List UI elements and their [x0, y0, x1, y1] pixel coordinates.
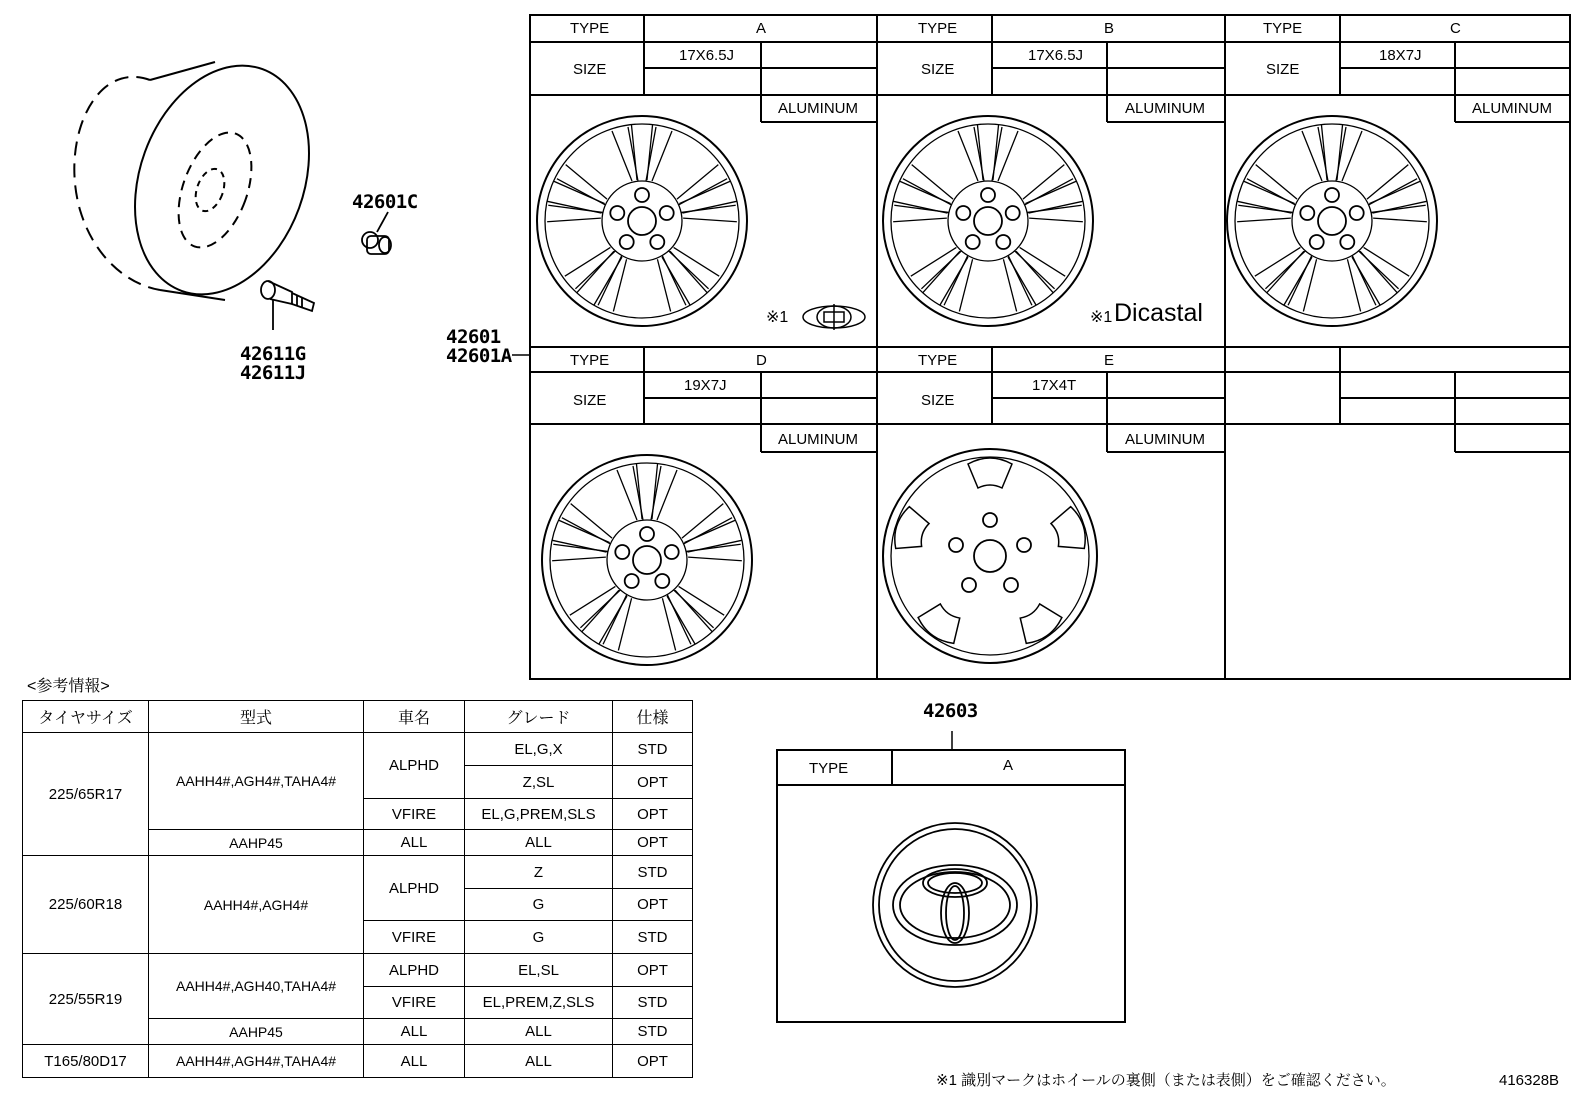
type-label-d: TYPE [570, 352, 610, 369]
material-d: ALUMINUM [778, 431, 859, 448]
spec-cell: OPT [613, 799, 693, 830]
material-a: ALUMINUM [778, 100, 859, 117]
part-number-42611J[interactable]: 42611J [240, 362, 306, 384]
grade-cell: ALL [465, 830, 613, 856]
size-value-d: 19X7J [684, 377, 727, 394]
type-label-b: TYPE [918, 20, 958, 37]
type-label-c: TYPE [1263, 20, 1303, 37]
size-label-c: SIZE [1266, 61, 1300, 78]
size-value-c: 18X7J [1379, 47, 1422, 64]
wheel-drawing-e [883, 449, 1097, 663]
size-label-e: SIZE [921, 392, 955, 409]
grade-cell: G [465, 921, 613, 954]
mark-note-a: ※1 [766, 309, 789, 326]
model-cell: AAHH4#,AGH4#,TAHA4# [149, 733, 364, 830]
part-number-42611G[interactable]: 42611G [240, 343, 306, 365]
grade-cell: Z,SL [465, 766, 613, 799]
car-name-cell: ALPHD [364, 954, 465, 987]
mark-note-b: ※1 [1090, 309, 1113, 326]
size-label-b: SIZE [921, 61, 955, 78]
car-name-cell: ALL [364, 830, 465, 856]
spec-cell: OPT [613, 1045, 693, 1078]
header-spec: 仕様 [613, 701, 693, 733]
grade-cell: EL,PREM,Z,SLS [465, 987, 613, 1019]
material-e: ALUMINUM [1125, 431, 1206, 448]
spec-cell: OPT [613, 830, 693, 856]
tire-size-cell: 225/60R18 [23, 856, 149, 954]
cap-type-value: A [1003, 757, 1014, 774]
model-cell: AAHH4#,AGH40,TAHA4# [149, 954, 364, 1019]
header-car-name: 車名 [364, 701, 465, 733]
type-value-b: B [1104, 20, 1115, 37]
part-number-42601A[interactable]: 42601A [446, 345, 512, 367]
spec-cell: STD [613, 921, 693, 954]
size-label-a: SIZE [573, 61, 607, 78]
tire-size-cell: 225/55R19 [23, 954, 149, 1045]
type-value-c: C [1450, 20, 1461, 37]
model-cell: AAHH4#,AGH4#,TAHA4# [149, 1045, 364, 1078]
type-value-e: E [1104, 352, 1115, 369]
part-number-42601C[interactable]: 42601C [352, 191, 418, 213]
grade-cell: EL,G,PREM,SLS [465, 799, 613, 830]
grade-cell: EL,G,X [465, 733, 613, 766]
reference-heading: <参考情報> [27, 678, 110, 695]
wheel-drawing-b [883, 116, 1093, 326]
grade-cell: EL,SL [465, 954, 613, 987]
size-value-e: 17X4T [1032, 377, 1077, 394]
table-row [23, 1045, 693, 1078]
type-label-a: TYPE [570, 20, 610, 37]
diagram-id: 416328B [1499, 1072, 1560, 1089]
model-cell: AAHP45 [149, 830, 364, 856]
spec-cell: OPT [613, 766, 693, 799]
footnote: ※1 識別マークはホイールの裏側（または表側）をご確認ください。 [936, 1072, 1396, 1089]
part-number-42601[interactable]: 42601 [446, 326, 501, 348]
wheel-drawing-a [537, 116, 747, 326]
grade-cell: Z [465, 856, 613, 889]
toyota-emblem-drawing [873, 823, 1037, 987]
spec-cell: STD [613, 733, 693, 766]
grade-cell: ALL [465, 1045, 613, 1078]
header-model: 型式 [149, 701, 364, 733]
type-value-d: D [756, 352, 767, 369]
size-value-a: 17X6.5J [679, 47, 735, 64]
material-b: ALUMINUM [1125, 100, 1206, 117]
header-grade: グレード [465, 701, 613, 733]
cap-type-label: TYPE [809, 760, 849, 777]
car-name-cell: ALL [364, 1019, 465, 1045]
type-label-e: TYPE [918, 352, 958, 369]
valve-stem-drawing [261, 281, 314, 330]
spec-cell: STD [613, 856, 693, 889]
wheel-grid [530, 15, 1570, 679]
car-name-cell: ALL [364, 1045, 465, 1078]
wheel-drawing-c [1227, 116, 1437, 326]
size-label-d: SIZE [573, 392, 607, 409]
spec-cell: OPT [613, 889, 693, 921]
header-tire-size: タイヤサイズ [23, 701, 149, 733]
model-cell: AAHH4#,AGH4# [149, 856, 364, 954]
spec-cell: STD [613, 987, 693, 1019]
identification-mark-drawing [803, 304, 865, 330]
car-name-cell: VFIRE [364, 987, 465, 1019]
grade-cell: G [465, 889, 613, 921]
tire-assembly-drawing [74, 41, 391, 330]
wheel-nut-drawing [362, 212, 391, 254]
model-cell: AAHP45 [149, 1019, 364, 1045]
size-value-b: 17X6.5J [1028, 47, 1084, 64]
table-row [23, 733, 693, 766]
spec-cell: OPT [613, 954, 693, 987]
table-row [23, 954, 693, 987]
car-name-cell: VFIRE [364, 921, 465, 954]
wheel-drawing-d [542, 455, 752, 665]
table-row [23, 856, 693, 889]
dicastal-logo: Dicastal [1114, 299, 1203, 327]
car-name-cell: VFIRE [364, 799, 465, 830]
material-c: ALUMINUM [1472, 100, 1553, 117]
tire-size-cell: 225/65R17 [23, 733, 149, 856]
grade-cell: ALL [465, 1019, 613, 1045]
tire-size-cell: T165/80D17 [23, 1045, 149, 1078]
part-number-42603[interactable]: 42603 [923, 700, 978, 722]
type-value-a: A [756, 20, 767, 37]
spec-cell: STD [613, 1019, 693, 1045]
reference-table [22, 700, 693, 1078]
car-name-cell: ALPHD [364, 733, 465, 799]
car-name-cell: ALPHD [364, 856, 465, 921]
